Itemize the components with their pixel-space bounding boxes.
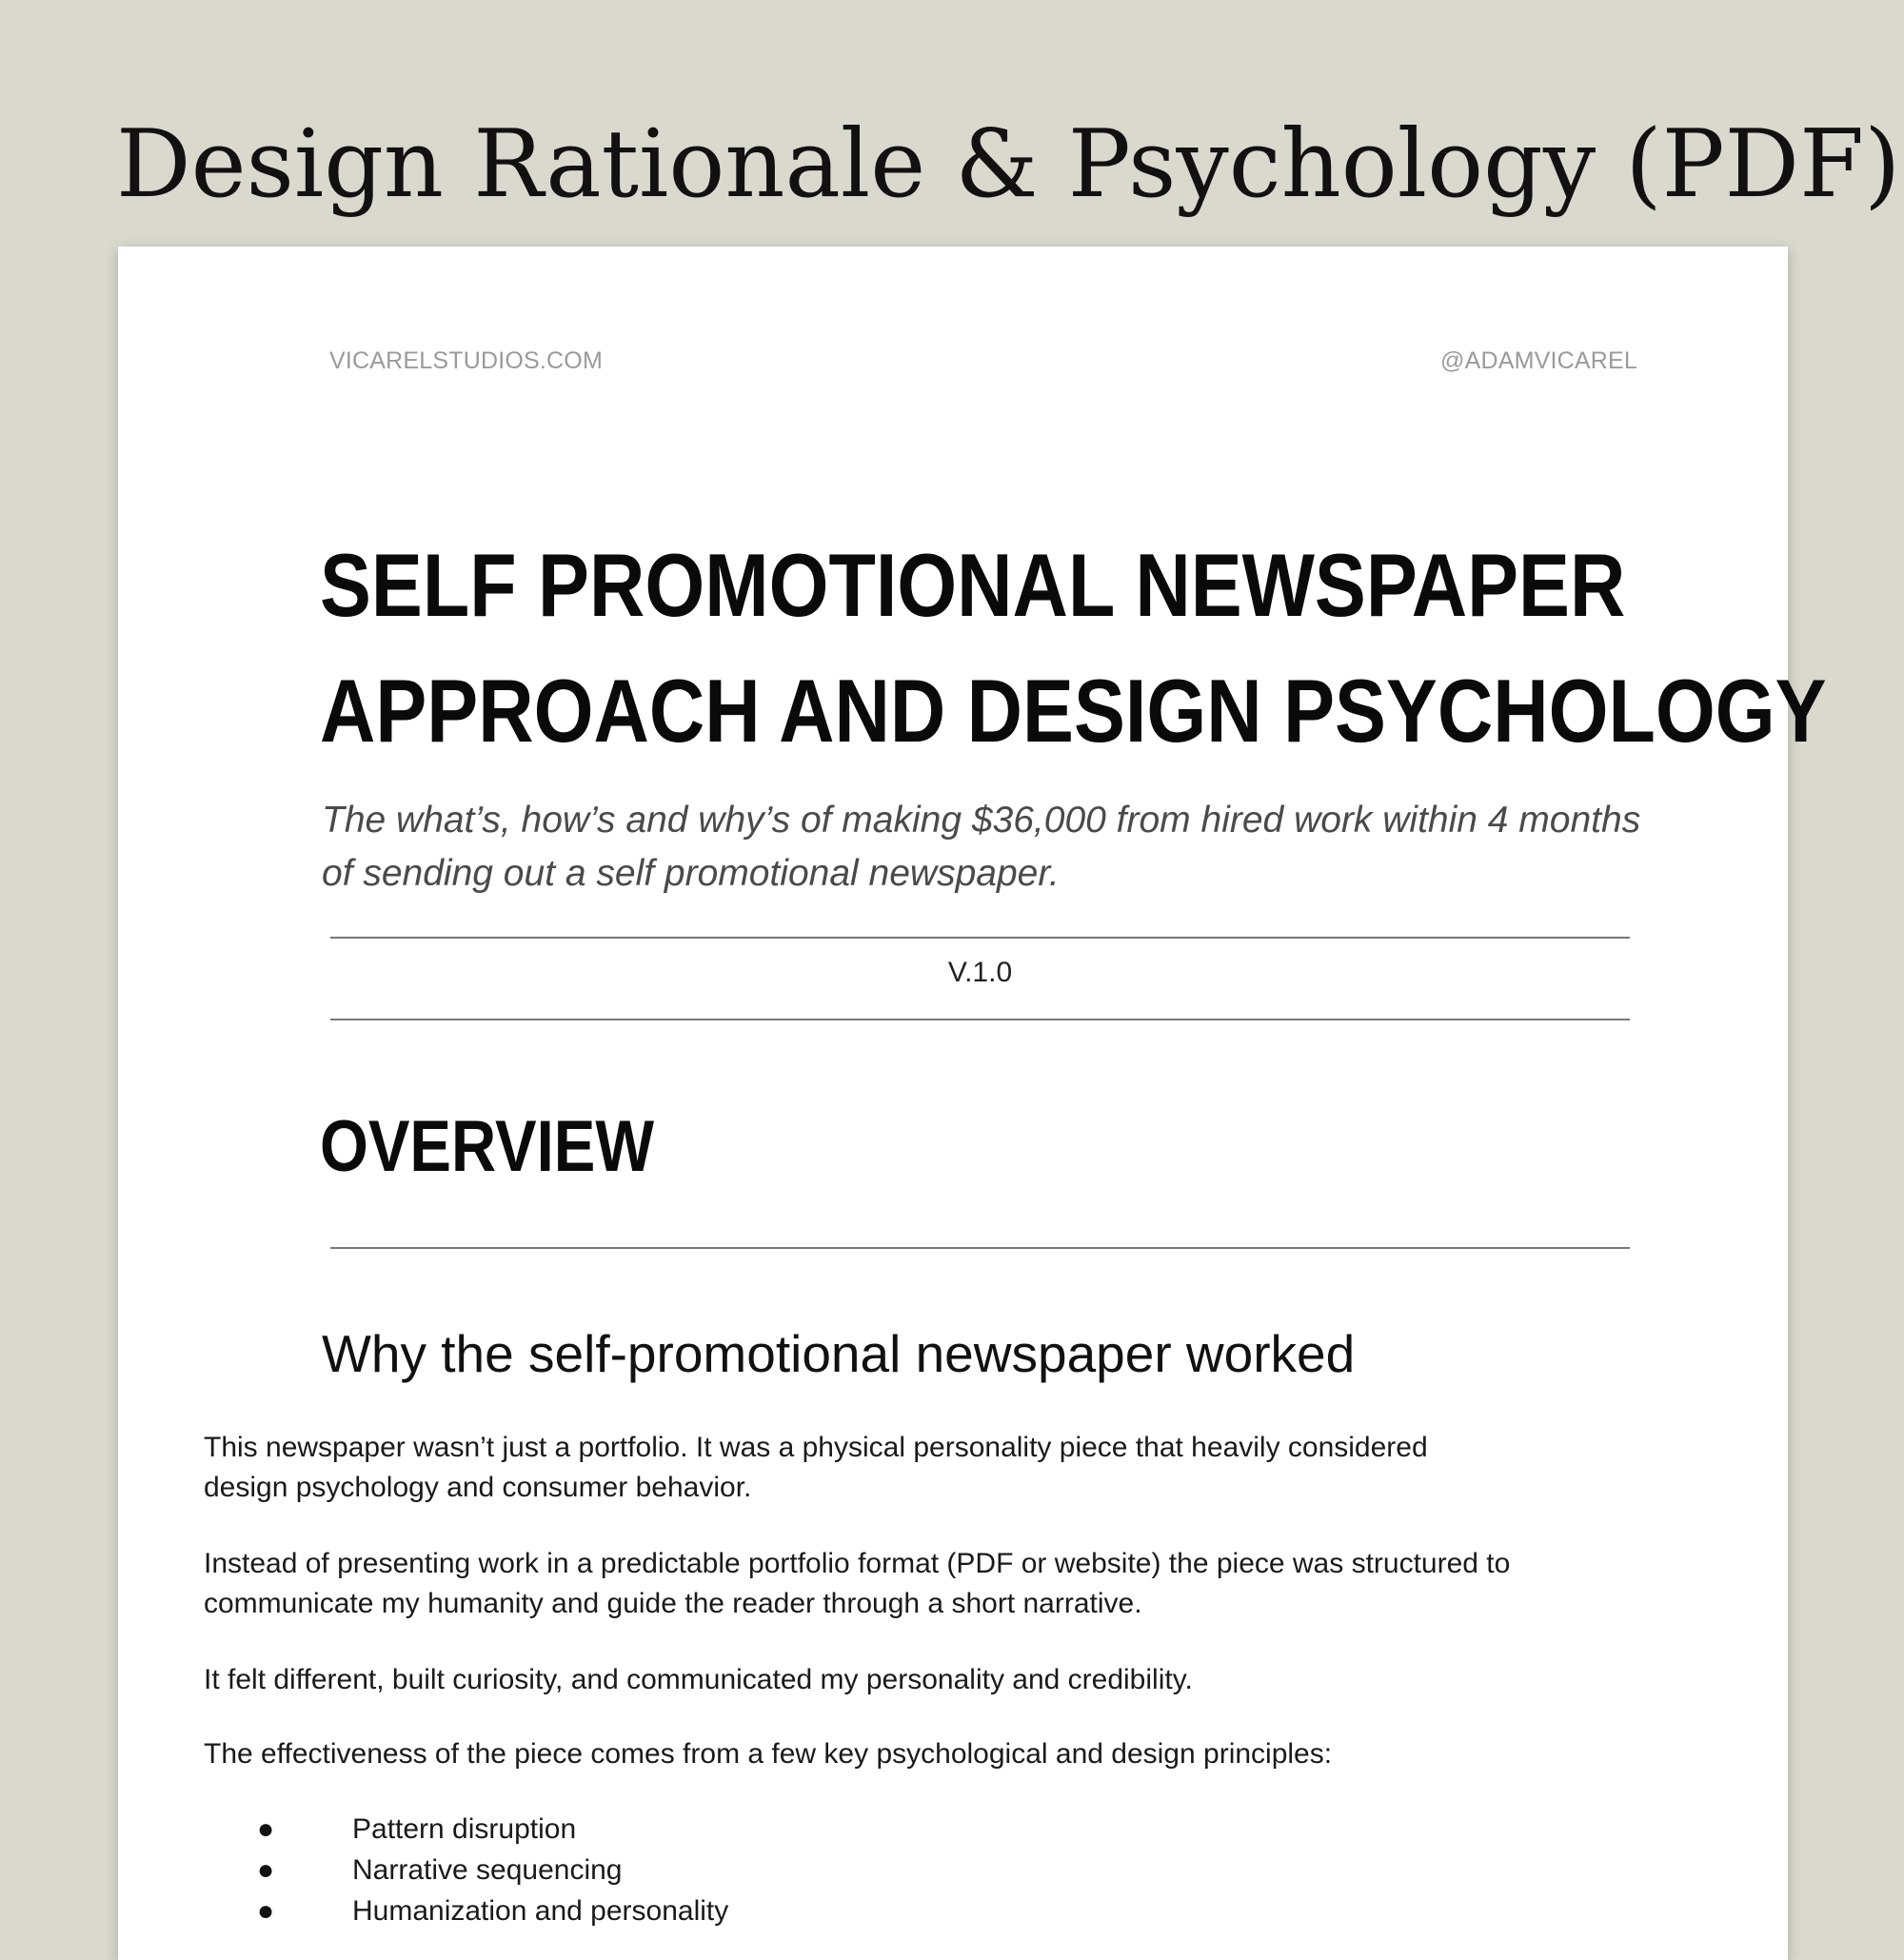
body-paragraph-3: It felt different, built curiosity, and communicated my personality and credibility. xyxy=(204,1664,1193,1695)
body-paragraph-1: This newspaper wasn’t just a portfolio. It was a physical personality piece that heavily considered design psychology and consumer behavior. xyxy=(204,1432,1428,1503)
header-website: VICARELSTUDIOS.COM xyxy=(329,347,603,374)
list-item-label: Pattern disruption xyxy=(352,1813,577,1845)
list-item xyxy=(257,1891,728,1931)
divider-section xyxy=(330,1247,1630,1249)
header-handle: @ADAMVICAREL xyxy=(1440,347,1637,374)
document-subtitle: The what’s, how’s and why’s of making $36,000 from hired work within 4 months of sending out a self promotional newspaper. xyxy=(322,800,1641,894)
version-label: V.1.0 xyxy=(947,957,1013,988)
document-page xyxy=(118,247,1827,1960)
divider-bottom xyxy=(330,1019,1630,1020)
body-paragraph-4: The effectiveness of the piece comes from a few key psychological and design principles: xyxy=(204,1738,1333,1770)
principles-list xyxy=(257,1809,728,1931)
divider-top xyxy=(330,937,1630,939)
bullet-icon: ● xyxy=(257,1854,275,1886)
list-item xyxy=(257,1809,728,1850)
list-item-label: Humanization and personality xyxy=(352,1895,729,1927)
bullet-icon: ● xyxy=(257,1813,275,1845)
document-title-line-2: APPROACH AND DESIGN PSYCHOLOGY xyxy=(320,661,1827,761)
body-paragraph-2: Instead of presenting work in a predictable portfolio format (PDF or website) the piece was structured to communicate my humanity and guide the reader through a short narrative. xyxy=(204,1548,1511,1619)
banner-title: Design Rationale & Psychology (PDF) xyxy=(116,110,1901,219)
document-title-line-1: SELF PROMOTIONAL NEWSPAPER xyxy=(320,535,1626,635)
list-item xyxy=(257,1850,728,1891)
document-title xyxy=(320,523,1827,774)
list-item-label: Narrative sequencing xyxy=(352,1854,623,1886)
bullet-icon: ● xyxy=(257,1895,275,1927)
subheading: Why the self-promotional newspaper worked xyxy=(322,1324,1356,1383)
section-heading-overview: OVERVIEW xyxy=(320,1106,655,1187)
